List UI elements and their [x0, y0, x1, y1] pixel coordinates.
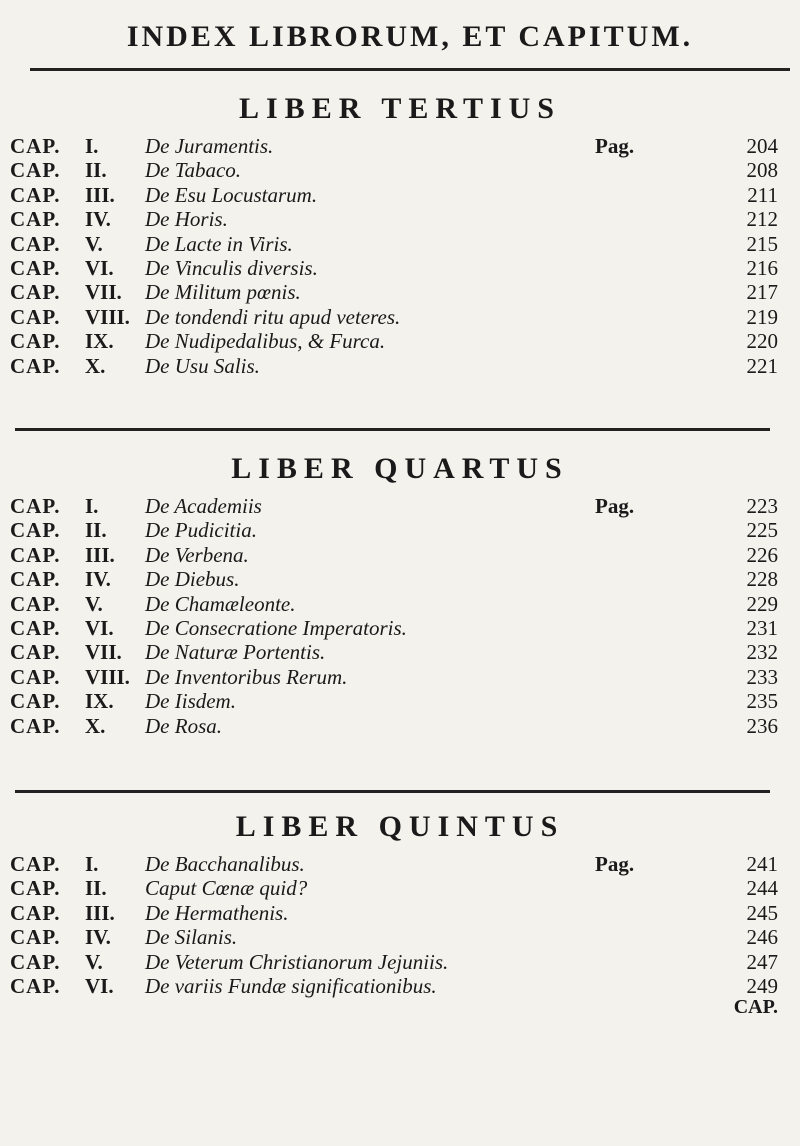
chapter-list — [0, 494, 800, 738]
section-divider — [15, 790, 770, 793]
chapter-row — [0, 567, 800, 591]
chapter-number: V. — [85, 949, 103, 974]
page-number: 229 — [746, 591, 778, 616]
chapter-row — [0, 592, 800, 616]
chapter-row — [0, 640, 800, 664]
chapter-number: I. — [85, 852, 99, 876]
chapter-title: De tondendi ritu apud veteres. — [145, 304, 401, 329]
book-title: LIBER QUINTUS — [235, 810, 565, 843]
page-number: 236 — [746, 713, 778, 738]
page-number: 244 — [746, 876, 778, 901]
chapter-row — [0, 207, 800, 231]
page-number: 249 — [746, 973, 778, 998]
chapter-title: De Militum pœnis. — [145, 280, 301, 305]
page-number: 231 — [746, 615, 778, 640]
page-number: 232 — [746, 640, 778, 665]
chapter-row — [0, 518, 800, 542]
chapter-number: IV. — [85, 567, 111, 592]
chapter-number: VI. — [85, 255, 114, 280]
chapter-title: De Diebus. — [145, 567, 240, 592]
chapter-number: I. — [85, 494, 99, 518]
chapter-number: II. — [85, 518, 107, 543]
chapter-cap-label: CAP. — [10, 615, 61, 640]
page-number: 247 — [746, 949, 778, 974]
chapter-list — [0, 852, 800, 998]
chapter-title: De Juramentis. — [145, 134, 274, 158]
page-number: 208 — [746, 158, 778, 183]
chapter-cap-label: CAP. — [10, 640, 61, 665]
chapter-cap-label: CAP. — [10, 949, 61, 974]
chapter-cap-label: CAP. — [10, 518, 61, 543]
chapter-number: III. — [85, 182, 115, 207]
chapter-row — [0, 876, 800, 900]
chapter-title: De Veterum Christianorum Jejuniis. — [145, 949, 449, 974]
page-number: 223 — [746, 494, 778, 518]
chapter-title: De Pudicitia. — [145, 518, 257, 543]
chapter-row — [0, 134, 800, 158]
chapter-cap-label: CAP. — [10, 713, 61, 738]
page-number: 216 — [746, 255, 778, 280]
chapter-number: VI. — [85, 615, 114, 640]
page-label: Pag. — [595, 134, 635, 158]
page-number: 217 — [746, 280, 778, 305]
page-number: 228 — [746, 567, 778, 592]
chapter-row — [0, 974, 800, 998]
chapter-row — [0, 852, 800, 876]
chapter-cap-label: CAP. — [10, 542, 61, 567]
catchword: CAP. — [733, 996, 778, 1018]
chapter-number: VII. — [85, 640, 122, 665]
page-number: 246 — [746, 925, 778, 950]
chapter-number: VIII. — [85, 304, 130, 329]
page-number: 204 — [746, 134, 778, 158]
chapter-cap-label: CAP. — [10, 494, 61, 518]
chapter-number: V. — [85, 591, 103, 616]
chapter-row — [0, 256, 800, 280]
chapter-row — [0, 925, 800, 949]
page-number: 226 — [746, 542, 778, 567]
chapter-row — [0, 665, 800, 689]
chapter-title: De Consecratione Imperatoris. — [145, 615, 407, 640]
chapter-cap-label: CAP. — [10, 207, 61, 232]
chapter-title: De Hermathenis. — [145, 900, 289, 925]
chapter-cap-label: CAP. — [10, 591, 61, 616]
chapter-cap-label: CAP. — [10, 304, 61, 329]
book-section-quartus — [0, 452, 800, 738]
chapter-cap-label: CAP. — [10, 231, 61, 256]
chapter-number: III. — [85, 542, 115, 567]
chapter-cap-label: CAP. — [10, 255, 61, 280]
chapter-number: VI. — [85, 973, 114, 998]
chapter-number: X. — [85, 353, 106, 378]
chapter-title: Caput Cœnæ quid? — [145, 876, 308, 901]
page-number: 245 — [746, 900, 778, 925]
chapter-number: VIII. — [85, 664, 130, 689]
page-number: 221 — [746, 353, 778, 378]
page-number: 211 — [747, 182, 778, 207]
book-title: LIBER TERTIUS — [239, 92, 561, 125]
chapter-number: X. — [85, 713, 106, 738]
chapter-cap-label: CAP. — [10, 852, 61, 876]
chapter-title: De Lacte in Viris. — [145, 231, 293, 256]
page-number: 241 — [746, 852, 778, 876]
chapter-number: IV. — [85, 207, 111, 232]
chapter-number: V. — [85, 231, 103, 256]
chapter-number: II. — [85, 876, 107, 901]
chapter-cap-label: CAP. — [10, 329, 61, 354]
page-label: Pag. — [595, 494, 635, 518]
chapter-number: VII. — [85, 280, 122, 305]
chapter-cap-label: CAP. — [10, 876, 61, 901]
chapter-list — [0, 134, 800, 378]
chapter-number: IX. — [85, 329, 114, 354]
chapter-title: De Chamæleonte. — [145, 591, 296, 616]
chapter-row — [0, 689, 800, 713]
page-number: 235 — [746, 689, 778, 714]
chapter-title: De Tabaco. — [145, 158, 242, 183]
chapter-title: De Silanis. — [145, 925, 238, 950]
page-label: Pag. — [595, 852, 635, 876]
chapter-title: De Vinculis diversis. — [145, 255, 318, 280]
chapter-cap-label: CAP. — [10, 567, 61, 592]
chapter-row — [0, 494, 800, 518]
book-title: LIBER QUARTUS — [231, 452, 569, 485]
chapter-row — [0, 543, 800, 567]
chapter-cap-label: CAP. — [10, 158, 61, 183]
chapter-cap-label: CAP. — [10, 689, 61, 714]
chapter-title: De Academiis — [145, 494, 262, 518]
book-section-quintus — [0, 810, 800, 998]
section-divider — [15, 428, 770, 431]
chapter-row — [0, 305, 800, 329]
chapter-row — [0, 232, 800, 256]
chapter-title: De Esu Locustarum. — [145, 182, 318, 207]
chapter-title: De Iisdem. — [145, 689, 236, 714]
page-number: 233 — [746, 664, 778, 689]
chapter-number: IX. — [85, 689, 114, 714]
chapter-title: De Inventoribus Rerum. — [145, 664, 348, 689]
chapter-cap-label: CAP. — [10, 900, 61, 925]
chapter-cap-label: CAP. — [10, 925, 61, 950]
page-number: 225 — [746, 518, 778, 543]
chapter-title: De Nudipedalibus, & Furca. — [145, 329, 386, 354]
chapter-number: I. — [85, 134, 99, 158]
chapter-title: De Bacchanalibus. — [145, 852, 305, 876]
top-rule — [30, 68, 790, 71]
chapter-cap-label: CAP. — [10, 134, 61, 158]
chapter-row — [0, 901, 800, 925]
chapter-number: III. — [85, 900, 115, 925]
chapter-title: De variis Fundæ significationibus. — [145, 973, 437, 998]
chapter-title: De Rosa. — [145, 713, 222, 738]
chapter-cap-label: CAP. — [10, 182, 61, 207]
page-number: 212 — [746, 207, 778, 232]
chapter-title: De Usu Salis. — [145, 353, 260, 378]
chapter-number: II. — [85, 158, 107, 183]
chapter-row — [0, 329, 800, 353]
chapter-title: De Horis. — [145, 207, 228, 232]
chapter-row — [0, 280, 800, 304]
chapter-title: De Verbena. — [145, 542, 249, 567]
chapter-row — [0, 950, 800, 974]
chapter-cap-label: CAP. — [10, 353, 61, 378]
chapter-number: IV. — [85, 925, 111, 950]
chapter-row — [0, 616, 800, 640]
chapter-cap-label: CAP. — [10, 280, 61, 305]
page-number: 219 — [746, 304, 778, 329]
book-section-tertius — [0, 92, 800, 378]
chapter-row — [0, 354, 800, 378]
chapter-cap-label: CAP. — [10, 664, 61, 689]
chapter-row — [0, 183, 800, 207]
running-title: INDEX LIBRORUM, ET CAPITUM. — [126, 20, 694, 53]
chapter-cap-label: CAP. — [10, 973, 61, 998]
page-number: 220 — [746, 329, 778, 354]
chapter-title: De Naturæ Portentis. — [145, 640, 326, 665]
page-number: 215 — [746, 231, 778, 256]
chapter-row — [0, 714, 800, 738]
chapter-row — [0, 158, 800, 182]
